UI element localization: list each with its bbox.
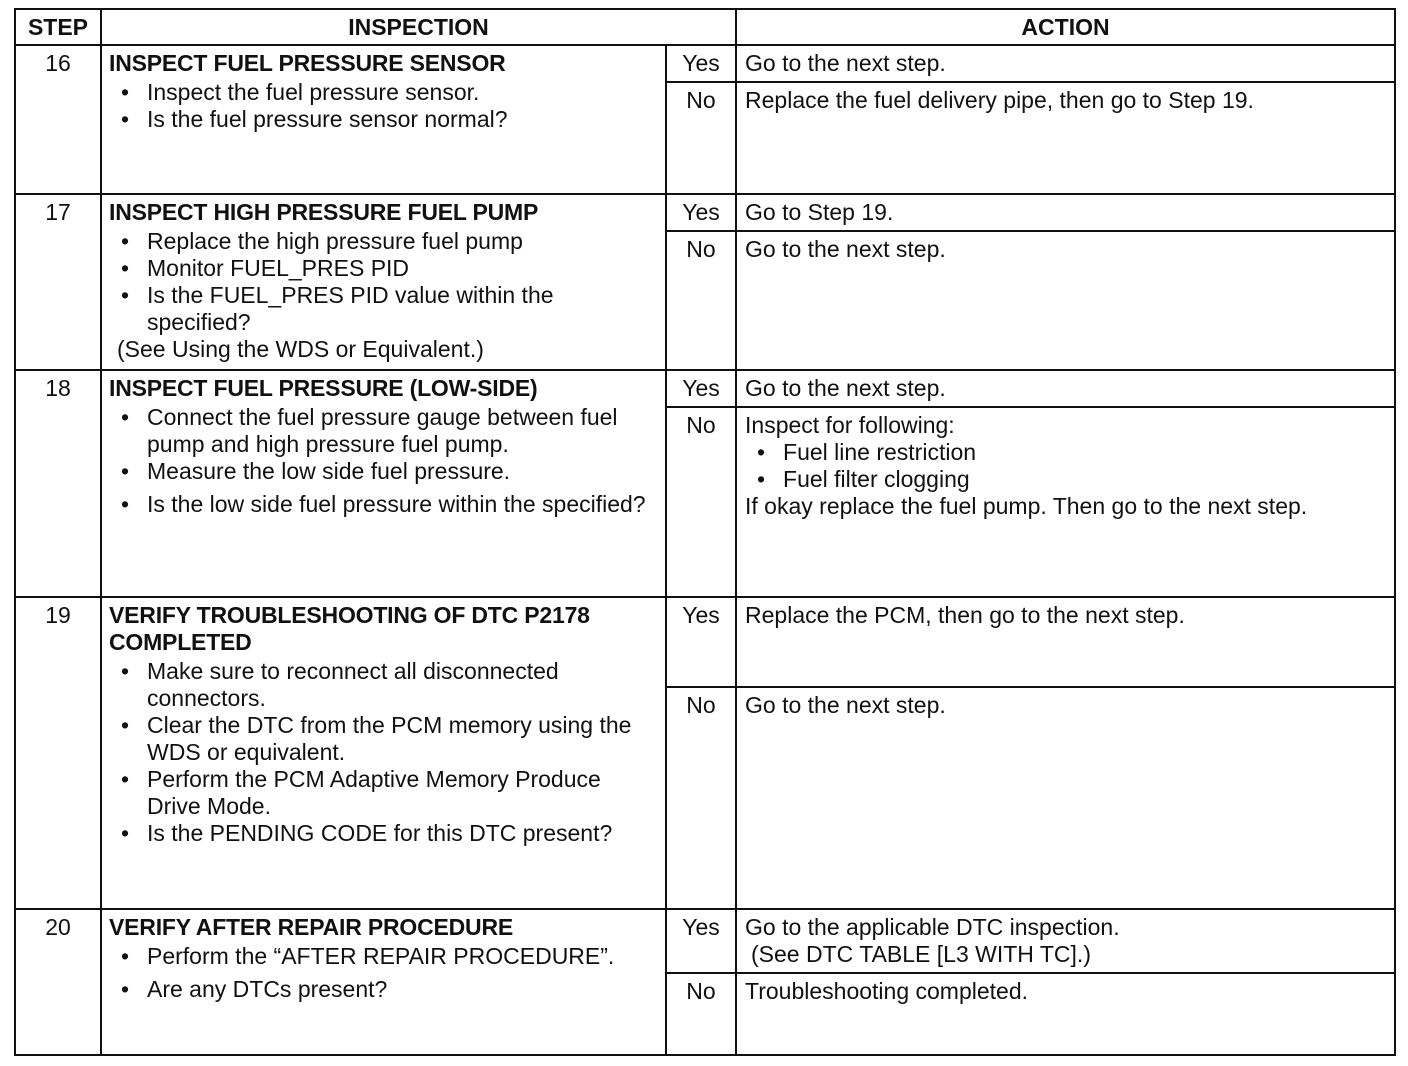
step-inspection [101,194,666,370]
list-item: • Fuel line restriction [783,439,1386,466]
header-action: ACTION [736,9,1395,45]
list-item: • Replace the high pressure fuel pump [147,228,659,255]
yes-action [736,909,1395,973]
yes-action-text: Go to the applicable DTC inspection. [745,914,1120,940]
list-item: • Is the PENDING CODE for this DTC present? [147,820,659,847]
yes-label: Yes [666,194,736,231]
yes-label: Yes [666,909,736,973]
list-item: • Perform the PCM Adaptive Memory Produce Drive Mode. [147,766,659,820]
yes-label: Yes [666,370,736,407]
step-inspection [101,597,666,909]
troubleshooting-table [14,8,1396,1056]
no-action-outro: If okay replace the fuel pump. Then go to the next step. [745,493,1308,519]
step-17-yes-row [15,194,1395,231]
step-19-yes-row [15,597,1395,687]
step-number: 18 [15,370,101,597]
no-action: Troubleshooting completed. [736,973,1395,1055]
inspection-list [109,79,659,133]
list-item: • Is the low side fuel pressure within the specified? [147,491,659,518]
step-title: VERIFY TROUBLESHOOTING OF DTC P2178 COMPLETED [109,602,590,655]
yes-action: Replace the PCM, then go to the next step. [736,597,1395,687]
step-title: INSPECT FUEL PRESSURE SENSOR [109,50,506,76]
yes-action: Go to the next step. [736,45,1395,82]
list-item: • Make sure to reconnect all disconnected connectors. [147,658,659,712]
yes-label: Yes [666,45,736,82]
step-inspection [101,370,666,597]
list-item: • Fuel filter clogging [783,466,1386,493]
no-action-intro: Inspect for following: [745,412,955,438]
list-item: • Are any DTCs present? [147,976,659,1003]
step-title: VERIFY AFTER REPAIR PROCEDURE [109,914,513,940]
list-item: • Perform the “AFTER REPAIR PROCEDURE”. [147,943,659,970]
no-action: Go to the next step. [736,231,1395,370]
inspection-list [109,658,659,847]
step-20-yes-row [15,909,1395,973]
no-action-list [745,439,1386,493]
no-action: Go to the next step. [736,687,1395,909]
no-action [736,407,1395,597]
yes-label: Yes [666,597,736,687]
step-number: 20 [15,909,101,1055]
table-header-row [15,9,1395,45]
list-item: • Is the FUEL_PRES PID value within the specified? [147,282,659,336]
no-label: No [666,407,736,597]
header-inspection: INSPECTION [101,9,736,45]
step-number: 16 [15,45,101,194]
list-item: • Is the fuel pressure sensor normal? [147,106,659,133]
list-item: • Inspect the fuel pressure sensor. [147,79,659,106]
header-step: STEP [15,9,101,45]
inspection-list [109,943,659,1003]
list-item: • Clear the DTC from the PCM memory using the WDS or equivalent. [147,712,659,766]
step-number: 19 [15,597,101,909]
no-label: No [666,231,736,370]
inspection-list [109,404,659,518]
no-label: No [666,82,736,194]
list-item: • Monitor FUEL_PRES PID [147,255,659,282]
step-number: 17 [15,194,101,370]
inspection-list [109,228,659,336]
list-item: • Measure the low side fuel pressure. [147,458,659,485]
yes-action-note: (See DTC TABLE [L3 WITH TC].) [751,941,1091,967]
troubleshooting-page [14,8,1394,1056]
no-label: No [666,973,736,1055]
step-note: (See Using the WDS or Equivalent.) [117,336,484,362]
no-label: No [666,687,736,909]
list-item: • Connect the fuel pressure gauge between fuel pump and high pressure fuel pump. [147,404,659,458]
step-title: INSPECT FUEL PRESSURE (LOW-SIDE) [109,375,538,401]
step-inspection [101,45,666,194]
step-inspection [101,909,666,1055]
step-18-yes-row [15,370,1395,407]
step-title: INSPECT HIGH PRESSURE FUEL PUMP [109,199,539,225]
yes-action: Go to Step 19. [736,194,1395,231]
no-action: Replace the fuel delivery pipe, then go to Step 19. [736,82,1395,194]
yes-action: Go to the next step. [736,370,1395,407]
step-16-yes-row [15,45,1395,82]
